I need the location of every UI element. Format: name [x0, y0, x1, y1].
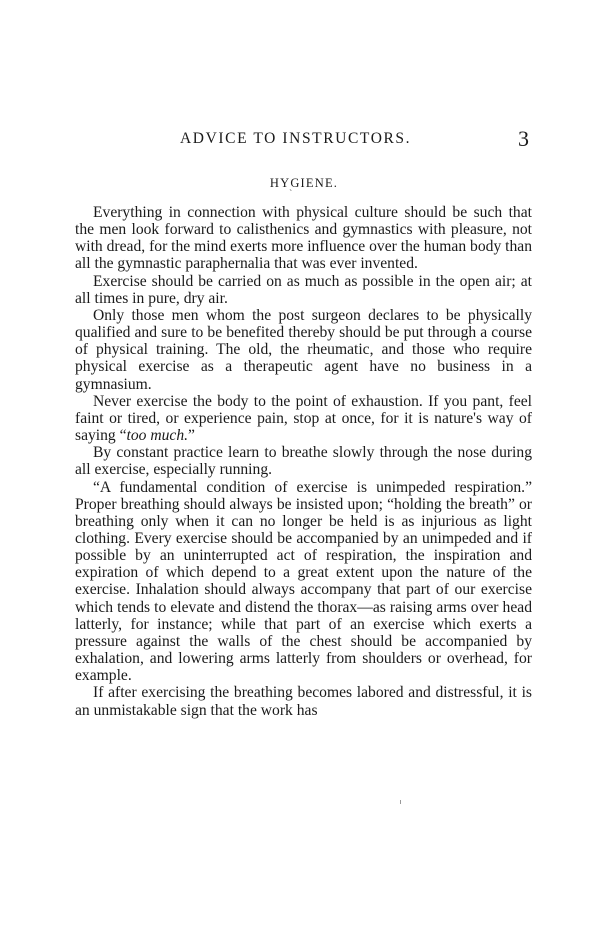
exhaustion-close-quote: ” [188, 427, 195, 445]
paragraph-exhaustion [75, 393, 532, 444]
paragraph-mind-and-culture: Everything in connection with physical culture should be such that the men look forward to calisthenics and gymnastics with pleasure, not with dread, for the mind exerts more influence over the human body than all the gymnastic paraphernalia that was ever invented. [75, 204, 532, 273]
print-mark: ` [289, 189, 293, 200]
paragraph-respiration: “A fundamental condition of exercise is unimpeded respiration.” Proper breathing should always be insisted upon; “holding the breath” or breathing only when it can no longer be held is as injurious as light clothing. Every exercise should be accompanied by an unimpeded and if possible by an uninterrupted act of respiration, the inspiration and expiration of which depend to a great extent upon the nature of the exercise. Inhalation should always accompany that part of our exercise which tends to elevate and distend the thorax—as raising arms over head latterly, for instance; while that part of an exercise which exerts a pressure against the walls of the chest should be accompanied by exhalation, and lowering arms latterly from shoulders or overhead, for example. [75, 478, 532, 685]
page-number: 3 [518, 126, 529, 151]
paragraph-open-air: Exercise should be carried on as much as possible in the open air; at all times in pure, dry air. [75, 272, 532, 307]
running-title: ADVICE TO INSTRUCTORS. [180, 130, 412, 147]
paragraph-labored-breathing: If after exercising the breathing becomes labored and distressful, it is an unmistakable sign that the work has [75, 684, 532, 719]
running-head [0, 128, 600, 152]
section-heading: HYGIENE. [269, 176, 339, 190]
exhaustion-text: Never exercise the body to the point of exhaustion. If you pant, feel faint or tired, or experience pain, stop at once, for it is nature's way of saying “ [75, 392, 532, 445]
body-text [75, 204, 532, 719]
paragraph-breathe-nose: By constant practice learn to breathe slowly through the nose during all exercise, especially running. [75, 444, 532, 479]
paragraph-qualified-men: Only those men whom the post surgeon declares to be physically qualified and sure to be benefited thereby should be put through a course of physical training. The old, the rheumatic, and those who require physical exercise as a therapeutic agent have no business in a gymnasium. [75, 306, 532, 393]
paper-speck [400, 800, 401, 804]
too-much-emphasis: too much. [126, 427, 189, 445]
